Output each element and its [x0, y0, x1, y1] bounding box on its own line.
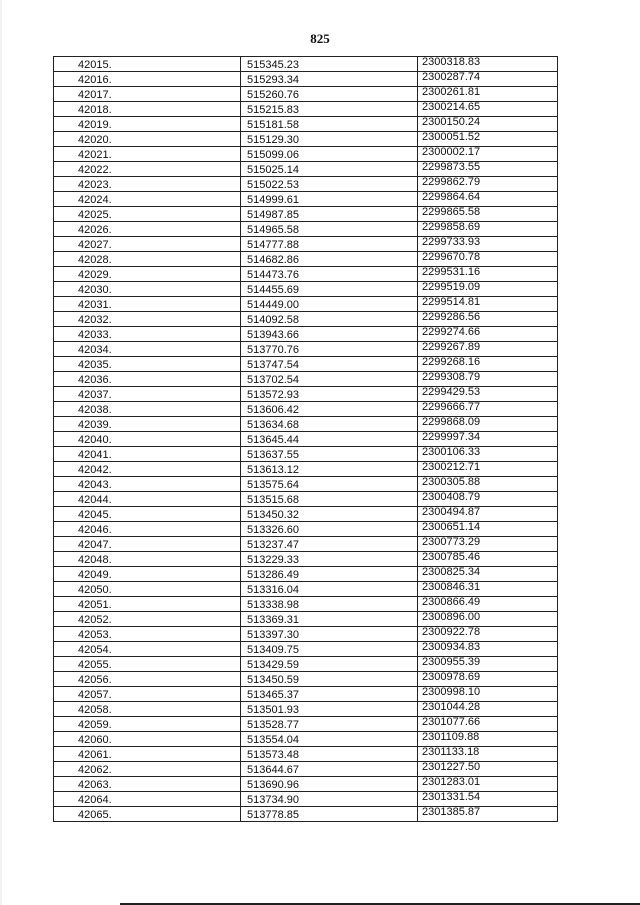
y-coordinate-cell: 2300150.24: [418, 117, 558, 132]
point-id-cell: 42059.: [54, 717, 241, 732]
table-row: [54, 447, 558, 462]
x-coordinate-cell: 515293.34: [241, 72, 418, 87]
table-row: [54, 237, 558, 252]
table-row: [54, 627, 558, 642]
table-row: [54, 72, 558, 87]
point-id-cell: 42041.: [54, 447, 241, 462]
y-coordinate-cell: 2299514.81: [418, 297, 558, 312]
point-id-cell: 42037.: [54, 387, 241, 402]
point-id-cell: 42056.: [54, 672, 241, 687]
point-id-cell: 42021.: [54, 147, 241, 162]
y-coordinate-cell: 2299733.93: [418, 237, 558, 252]
table-row: [54, 492, 558, 507]
y-coordinate-cell: 2301283.01: [418, 777, 558, 792]
y-coordinate-cell: 2300214.65: [418, 102, 558, 117]
x-coordinate-cell: 513634.68: [241, 417, 418, 432]
table-row: [54, 87, 558, 102]
table-row: [54, 687, 558, 702]
point-id-cell: 42046.: [54, 522, 241, 537]
y-coordinate-cell: 2300866.49: [418, 597, 558, 612]
point-id-cell: 42032.: [54, 312, 241, 327]
x-coordinate-cell: 513429.59: [241, 657, 418, 672]
table-row: [54, 432, 558, 447]
x-coordinate-cell: 514455.69: [241, 282, 418, 297]
point-id-cell: 42022.: [54, 162, 241, 177]
table-row: [54, 342, 558, 357]
page-number: 825: [310, 31, 330, 46]
y-coordinate-cell: 2300287.74: [418, 72, 558, 87]
point-id-cell: 42018.: [54, 102, 241, 117]
point-id-cell: 42017.: [54, 87, 241, 102]
point-id-cell: 42023.: [54, 177, 241, 192]
x-coordinate-cell: 513369.31: [241, 612, 418, 627]
y-coordinate-cell: 2301077.66: [418, 717, 558, 732]
y-coordinate-cell: 2300978.69: [418, 672, 558, 687]
point-id-cell: 42024.: [54, 192, 241, 207]
x-coordinate-cell: 515260.76: [241, 87, 418, 102]
y-coordinate-cell: 2300212.71: [418, 462, 558, 477]
x-coordinate-cell: 513316.04: [241, 582, 418, 597]
point-id-cell: 42051.: [54, 597, 241, 612]
point-id-cell: 42036.: [54, 372, 241, 387]
point-id-cell: 42047.: [54, 537, 241, 552]
point-id-cell: 42049.: [54, 567, 241, 582]
y-coordinate-cell: 2300922.78: [418, 627, 558, 642]
x-coordinate-cell: 513286.49: [241, 567, 418, 582]
y-coordinate-cell: 2301109.88: [418, 732, 558, 747]
x-coordinate-cell: 513450.32: [241, 507, 418, 522]
table-row: [54, 762, 558, 777]
table-row: [54, 282, 558, 297]
x-coordinate-cell: 513690.96: [241, 777, 418, 792]
y-coordinate-cell: 2300305.88: [418, 477, 558, 492]
y-coordinate-cell: 2299864.64: [418, 192, 558, 207]
table-row: [54, 387, 558, 402]
point-id-cell: 42029.: [54, 267, 241, 282]
x-coordinate-cell: 513770.76: [241, 342, 418, 357]
coordinate-table: [53, 56, 558, 822]
point-id-cell: 42035.: [54, 357, 241, 372]
table-row: [54, 297, 558, 312]
table-row: [54, 192, 558, 207]
point-id-cell: 42062.: [54, 762, 241, 777]
table-row: [54, 252, 558, 267]
point-id-cell: 42033.: [54, 327, 241, 342]
y-coordinate-cell: 2299531.16: [418, 267, 558, 282]
x-coordinate-cell: 513572.93: [241, 387, 418, 402]
point-id-cell: 42057.: [54, 687, 241, 702]
x-coordinate-cell: 514449.00: [241, 297, 418, 312]
point-id-cell: 42045.: [54, 507, 241, 522]
y-coordinate-cell: 2299997.34: [418, 432, 558, 447]
y-coordinate-cell: 2299268.16: [418, 357, 558, 372]
y-coordinate-cell: 2299862.79: [418, 177, 558, 192]
x-coordinate-cell: 515215.83: [241, 102, 418, 117]
point-id-cell: 42042.: [54, 462, 241, 477]
y-coordinate-cell: 2300896.00: [418, 612, 558, 627]
table-row: [54, 552, 558, 567]
table-row: [54, 417, 558, 432]
point-id-cell: 42034.: [54, 342, 241, 357]
x-coordinate-cell: 513338.98: [241, 597, 418, 612]
y-coordinate-cell: 2299274.66: [418, 327, 558, 342]
point-id-cell: 42016.: [54, 72, 241, 87]
point-id-cell: 42040.: [54, 432, 241, 447]
x-coordinate-cell: 514987.85: [241, 207, 418, 222]
table-row: [54, 537, 558, 552]
table-row: [54, 657, 558, 672]
x-coordinate-cell: 513645.44: [241, 432, 418, 447]
table-row: [54, 357, 558, 372]
point-id-cell: 42028.: [54, 252, 241, 267]
y-coordinate-cell: 2299670.78: [418, 252, 558, 267]
point-id-cell: 42044.: [54, 492, 241, 507]
y-coordinate-cell: 2300408.79: [418, 492, 558, 507]
y-coordinate-cell: 2301133.18: [418, 747, 558, 762]
x-coordinate-cell: 513644.67: [241, 762, 418, 777]
y-coordinate-cell: 2300825.34: [418, 567, 558, 582]
table-row: [54, 507, 558, 522]
y-coordinate-cell: 2299286.56: [418, 312, 558, 327]
point-id-cell: 42055.: [54, 657, 241, 672]
point-id-cell: 42027.: [54, 237, 241, 252]
y-coordinate-cell: 2301044.28: [418, 702, 558, 717]
x-coordinate-cell: 515129.30: [241, 132, 418, 147]
x-coordinate-cell: 513450.59: [241, 672, 418, 687]
x-coordinate-cell: 513606.42: [241, 402, 418, 417]
y-coordinate-cell: 2299666.77: [418, 402, 558, 417]
point-id-cell: 42063.: [54, 777, 241, 792]
y-coordinate-cell: 2301331.54: [418, 792, 558, 807]
table-row: [54, 747, 558, 762]
x-coordinate-cell: 515345.23: [241, 57, 418, 72]
x-coordinate-cell: 515022.53: [241, 177, 418, 192]
x-coordinate-cell: 515181.58: [241, 117, 418, 132]
table-row: [54, 102, 558, 117]
x-coordinate-cell: 513229.33: [241, 552, 418, 567]
x-coordinate-cell: 515025.14: [241, 162, 418, 177]
y-coordinate-cell: 2300934.83: [418, 642, 558, 657]
x-coordinate-cell: 513747.54: [241, 357, 418, 372]
x-coordinate-cell: 513943.66: [241, 327, 418, 342]
table-row: [54, 732, 558, 747]
table-row: [54, 312, 558, 327]
coordinate-table-body: [54, 57, 558, 822]
table-row: [54, 477, 558, 492]
table-row: [54, 672, 558, 687]
table-row: [54, 717, 558, 732]
point-id-cell: 42031.: [54, 297, 241, 312]
point-id-cell: 42061.: [54, 747, 241, 762]
table-row: [54, 522, 558, 537]
point-id-cell: 42025.: [54, 207, 241, 222]
table-row: [54, 372, 558, 387]
scan-edge-left: [0, 0, 2, 905]
y-coordinate-cell: 2299429.53: [418, 387, 558, 402]
table-row: [54, 597, 558, 612]
x-coordinate-cell: 513501.93: [241, 702, 418, 717]
y-coordinate-cell: 2299868.09: [418, 417, 558, 432]
y-coordinate-cell: 2300106.33: [418, 447, 558, 462]
point-id-cell: 42048.: [54, 552, 241, 567]
table-row: [54, 207, 558, 222]
point-id-cell: 42038.: [54, 402, 241, 417]
table-row: [54, 117, 558, 132]
table-row: [54, 702, 558, 717]
y-coordinate-cell: 2300955.39: [418, 657, 558, 672]
table-row: [54, 777, 558, 792]
table-row: [54, 612, 558, 627]
y-coordinate-cell: 2300318.83: [418, 57, 558, 72]
y-coordinate-cell: 2300998.10: [418, 687, 558, 702]
x-coordinate-cell: 514999.61: [241, 192, 418, 207]
point-id-cell: 42053.: [54, 627, 241, 642]
x-coordinate-cell: 513702.54: [241, 372, 418, 387]
point-id-cell: 42015.: [54, 57, 241, 72]
x-coordinate-cell: 513465.37: [241, 687, 418, 702]
x-coordinate-cell: 513778.85: [241, 807, 418, 822]
point-id-cell: 42026.: [54, 222, 241, 237]
x-coordinate-cell: 513613.12: [241, 462, 418, 477]
table-row: [54, 402, 558, 417]
point-id-cell: 42050.: [54, 582, 241, 597]
y-coordinate-cell: 2299267.89: [418, 342, 558, 357]
y-coordinate-cell: 2299873.55: [418, 162, 558, 177]
x-coordinate-cell: 513734.90: [241, 792, 418, 807]
table-row: [54, 57, 558, 72]
x-coordinate-cell: 514965.58: [241, 222, 418, 237]
x-coordinate-cell: 514777.88: [241, 237, 418, 252]
table-row: [54, 222, 558, 237]
x-coordinate-cell: 513554.04: [241, 732, 418, 747]
y-coordinate-cell: 2299519.09: [418, 282, 558, 297]
x-coordinate-cell: 513515.68: [241, 492, 418, 507]
table-row: [54, 132, 558, 147]
y-coordinate-cell: 2300773.29: [418, 537, 558, 552]
x-coordinate-cell: 513397.30: [241, 627, 418, 642]
y-coordinate-cell: 2300651.14: [418, 522, 558, 537]
table-row: [54, 267, 558, 282]
point-id-cell: 42019.: [54, 117, 241, 132]
point-id-cell: 42020.: [54, 132, 241, 147]
y-coordinate-cell: 2301385.87: [418, 807, 558, 822]
x-coordinate-cell: 514473.76: [241, 267, 418, 282]
point-id-cell: 42043.: [54, 477, 241, 492]
y-coordinate-cell: 2299308.79: [418, 372, 558, 387]
point-id-cell: 42039.: [54, 417, 241, 432]
table-row: [54, 807, 558, 822]
y-coordinate-cell: 2301227.50: [418, 762, 558, 777]
point-id-cell: 42030.: [54, 282, 241, 297]
point-id-cell: 42052.: [54, 612, 241, 627]
y-coordinate-cell: 2299865.58: [418, 207, 558, 222]
y-coordinate-cell: 2300002.17: [418, 147, 558, 162]
table-row: [54, 642, 558, 657]
x-coordinate-cell: 514092.58: [241, 312, 418, 327]
y-coordinate-cell: 2300846.31: [418, 582, 558, 597]
y-coordinate-cell: 2299858.69: [418, 222, 558, 237]
point-id-cell: 42058.: [54, 702, 241, 717]
x-coordinate-cell: 513573.48: [241, 747, 418, 762]
y-coordinate-cell: 2300785.46: [418, 552, 558, 567]
table-row: [54, 462, 558, 477]
x-coordinate-cell: 513528.77: [241, 717, 418, 732]
point-id-cell: 42060.: [54, 732, 241, 747]
x-coordinate-cell: 513409.75: [241, 642, 418, 657]
table-row: [54, 162, 558, 177]
y-coordinate-cell: 2300494.87: [418, 507, 558, 522]
x-coordinate-cell: 513326.60: [241, 522, 418, 537]
table-row: [54, 327, 558, 342]
y-coordinate-cell: 2300261.81: [418, 87, 558, 102]
y-coordinate-cell: 2300051.52: [418, 132, 558, 147]
x-coordinate-cell: 513237.47: [241, 537, 418, 552]
table-row: [54, 147, 558, 162]
table-row: [54, 177, 558, 192]
table-row: [54, 567, 558, 582]
point-id-cell: 42065.: [54, 807, 241, 822]
table-row: [54, 582, 558, 597]
x-coordinate-cell: 515099.06: [241, 147, 418, 162]
x-coordinate-cell: 514682.86: [241, 252, 418, 267]
table-row: [54, 792, 558, 807]
x-coordinate-cell: 513637.55: [241, 447, 418, 462]
x-coordinate-cell: 513575.64: [241, 477, 418, 492]
point-id-cell: 42054.: [54, 642, 241, 657]
point-id-cell: 42064.: [54, 792, 241, 807]
